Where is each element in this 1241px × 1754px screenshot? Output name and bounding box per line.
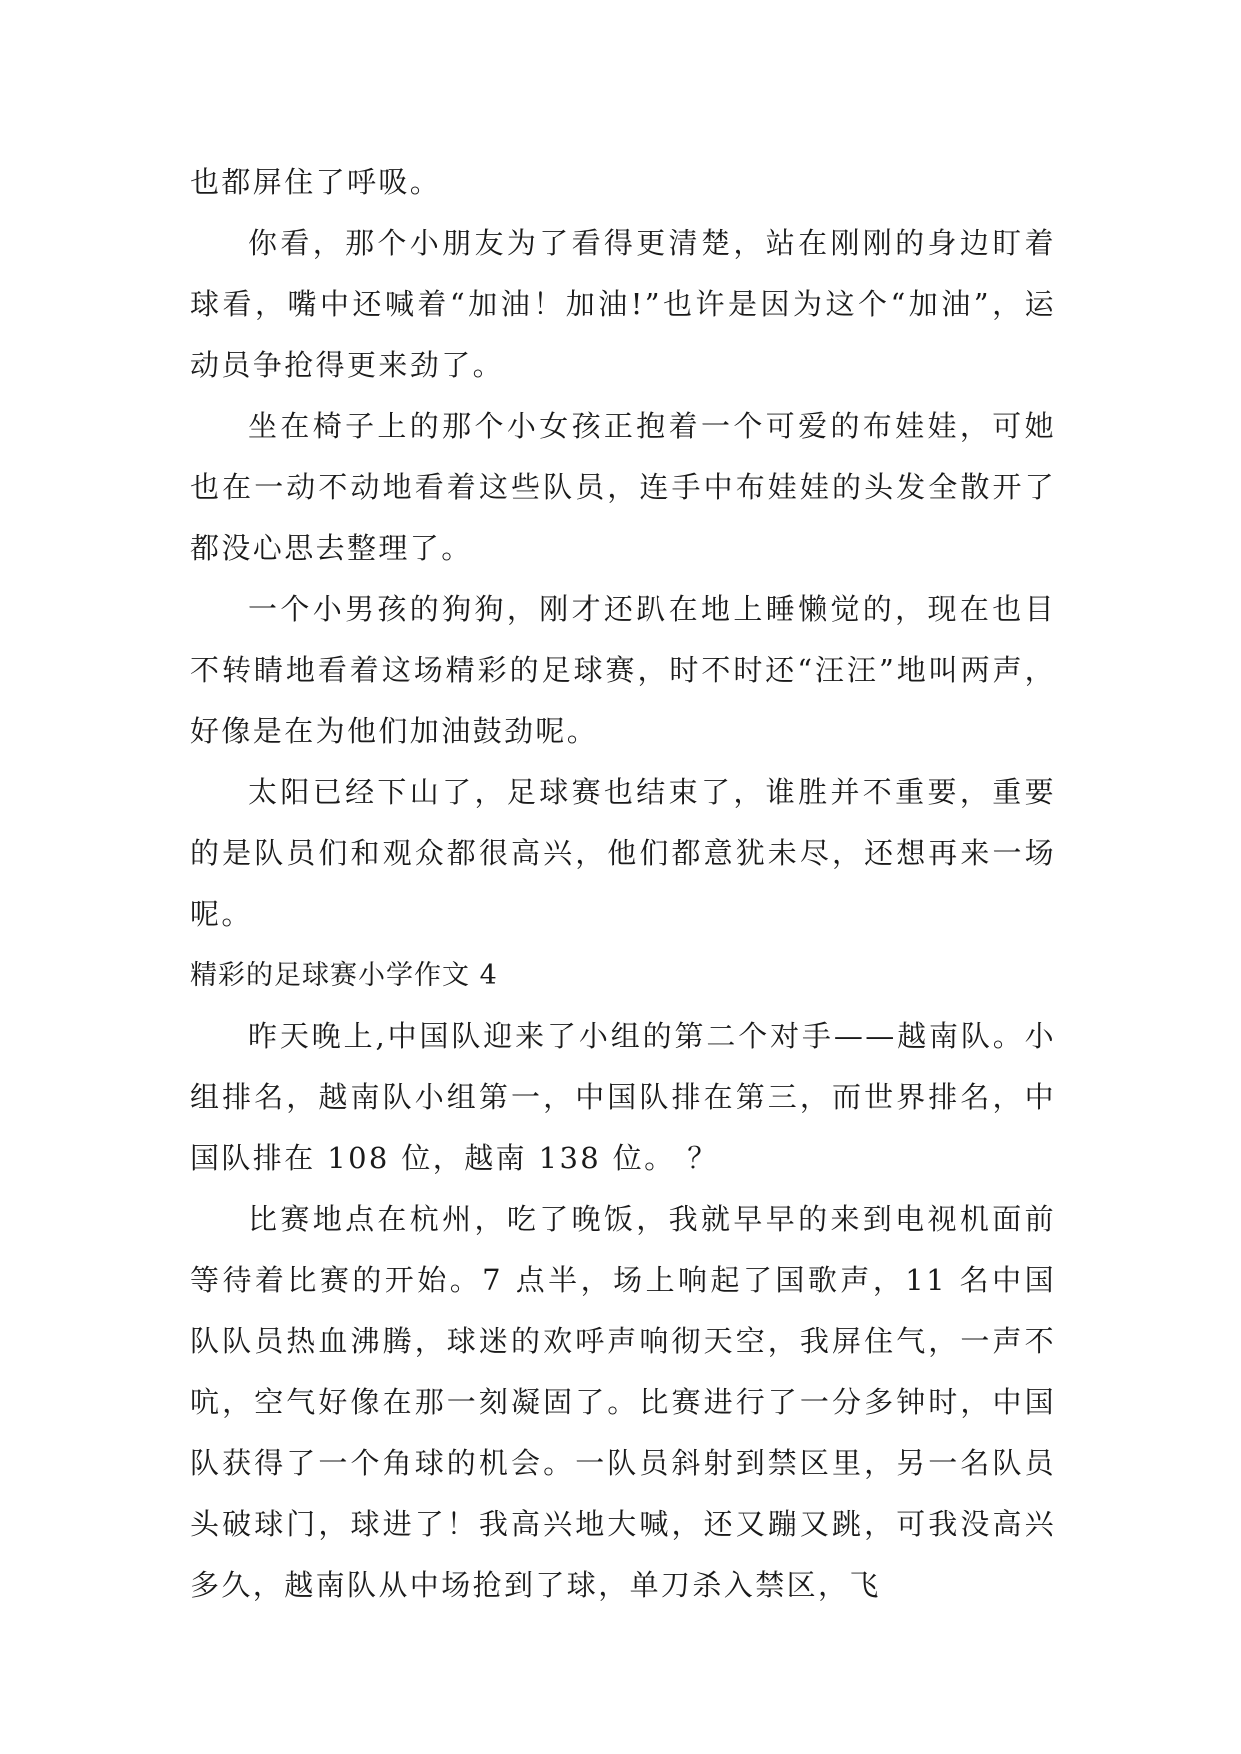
document-body (190, 152, 1056, 1616)
paragraph-sunset: 太阳已经下山了，足球赛也结束了，谁胜并不重要，重要的是队员们和观众都很高兴，他们都意犹未尽，还想再来一场呢。 (190, 775, 1056, 931)
section-title: 精彩的足球赛小学作文 4 (190, 960, 498, 991)
paragraph-girl-with-doll: 坐在椅子上的那个小女孩正抱着一个可爱的布娃娃，可她也在一动不动地看着这些队员，连手中布娃娃的头发全散开了都没心思去整理了。 (190, 409, 1056, 565)
paragraph-child-watching: 你看，那个小朋友为了看得更清楚，站在刚刚的身边盯着球看，嘴中还喊着“加油！加油!”也许是因为这个“加油”，运动员争抢得更来劲了。 (190, 226, 1056, 382)
paragraph-continuation: 也都屏住了呼吸。 (190, 165, 442, 199)
paragraph-dog: 一个小男孩的狗狗，刚才还趴在地上睡懒觉的，现在也目不转睛地看着这场精彩的足球赛，时不时还“汪汪”地叫两声，好像是在为他们加油鼓劲呢。 (190, 592, 1056, 748)
paragraph-match-narrative: 比赛地点在杭州，吃了晚饭，我就早早的来到电视机面前等待着比赛的开始。7 点半，场上响起了国歌声，11 名中国队队员热血沸腾，球迷的欢呼声响彻天空，我屏住气，一声不吭，空气好像在那一刻凝固了。比赛进行了一分多钟时，中国队获得了一个角球的机会。一队员斜射到禁区里，另一名队员头破球门，球进了！我高兴地大喊，还又蹦又跳，可我没高兴多久，越南队从中场抢到了球，单刀杀入禁区，飞 (190, 1202, 1056, 1602)
paragraph-match-intro: 昨天晚上,中国队迎来了小组的第二个对手——越南队。小组排名，越南队小组第一，中国队排在第三，而世界排名，中国队排在 108 位，越南 138 位。 ？ (190, 1019, 1056, 1175)
